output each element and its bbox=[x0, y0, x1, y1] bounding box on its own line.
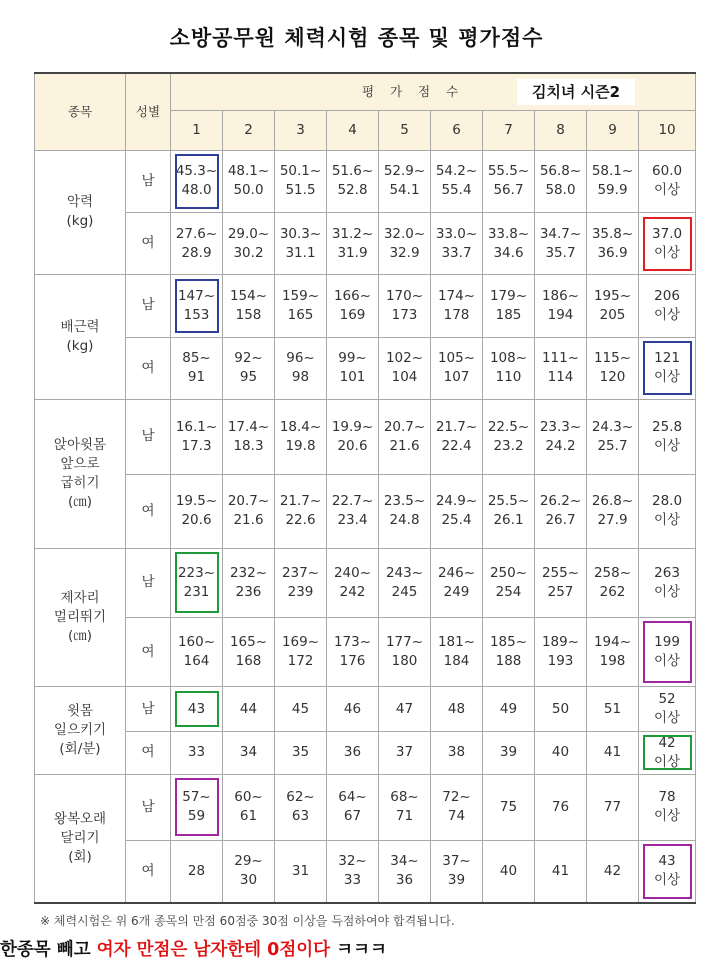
event-name: 윗몸 일으키기 (회/분) bbox=[35, 687, 126, 774]
score-cell: 115~ 120 bbox=[587, 337, 639, 399]
score-cell: 75 bbox=[483, 774, 535, 840]
score-cell: 24.3~ 25.7 bbox=[587, 399, 639, 474]
score-cell: 58.1~ 59.9 bbox=[587, 150, 639, 213]
score-cell: 23.3~ 24.2 bbox=[535, 399, 587, 474]
score-cell: 27.6~ 28.9 bbox=[171, 213, 223, 275]
score-column-header: 9 bbox=[587, 110, 639, 150]
score-cell: 47 bbox=[379, 687, 431, 731]
event-name: 악력 (kg) bbox=[35, 150, 126, 274]
gender-cell: 여 bbox=[126, 213, 171, 275]
gender-cell: 여 bbox=[126, 337, 171, 399]
score-cell: 34 bbox=[223, 731, 275, 774]
score-cell: 96~ 98 bbox=[275, 337, 327, 399]
score-cell: 85~ 91 bbox=[171, 337, 223, 399]
score-cell: 165~ 168 bbox=[223, 617, 275, 687]
event-name: 제자리 멀리뛰기 (㎝) bbox=[35, 548, 126, 687]
gender-cell: 여 bbox=[126, 731, 171, 774]
score-cell: 19.9~ 20.6 bbox=[327, 399, 379, 474]
score-cell: 111~ 114 bbox=[535, 337, 587, 399]
score-cell: 56.8~ 58.0 bbox=[535, 150, 587, 213]
score-cell: 48 bbox=[431, 687, 483, 731]
score-cell: 40 bbox=[483, 840, 535, 903]
score-cell: 194~ 198 bbox=[587, 617, 639, 687]
score-cell: 34.7~ 35.7 bbox=[535, 213, 587, 275]
score-cell: 41 bbox=[587, 731, 639, 774]
table-row bbox=[35, 774, 696, 840]
score-cell: 40 bbox=[535, 731, 587, 774]
score-cell: 189~ 193 bbox=[535, 617, 587, 687]
score-cell: 24.9~ 25.4 bbox=[431, 474, 483, 548]
score-cell: 206 이상 bbox=[639, 275, 696, 338]
event-name: 배근력 (kg) bbox=[35, 275, 126, 399]
score-cell: 32~ 33 bbox=[327, 840, 379, 903]
score-cell: 62~ 63 bbox=[275, 774, 327, 840]
score-cell: 174~ 178 bbox=[431, 275, 483, 338]
gender-header: 성별 bbox=[126, 73, 171, 150]
score-cell: 55.5~ 56.7 bbox=[483, 150, 535, 213]
score-cell: 54.2~ 55.4 bbox=[431, 150, 483, 213]
score-cell: 17.4~ 18.3 bbox=[223, 399, 275, 474]
score-cell: 25.8 이상 bbox=[639, 399, 696, 474]
score-cell: 31.2~ 31.9 bbox=[327, 213, 379, 275]
score-cell: 37 bbox=[379, 731, 431, 774]
score-cell: 49 bbox=[483, 687, 535, 731]
score-column-header: 5 bbox=[379, 110, 431, 150]
score-cell: 39 bbox=[483, 731, 535, 774]
score-cell: 43 bbox=[171, 687, 223, 731]
score-cell: 50 bbox=[535, 687, 587, 731]
table-row bbox=[35, 474, 696, 548]
score-cell: 52 이상 bbox=[639, 687, 696, 731]
gender-cell: 남 bbox=[126, 774, 171, 840]
score-column-header: 3 bbox=[275, 110, 327, 150]
score-cell: 45 bbox=[275, 687, 327, 731]
score-cell: 185~ 188 bbox=[483, 617, 535, 687]
score-cell: 28.0 이상 bbox=[639, 474, 696, 548]
score-cell: 77 bbox=[587, 774, 639, 840]
score-cell: 250~ 254 bbox=[483, 548, 535, 617]
score-cell: 121 이상 bbox=[639, 337, 696, 399]
event-header: 종목 bbox=[35, 73, 126, 150]
score-cell: 21.7~ 22.6 bbox=[275, 474, 327, 548]
score-cell: 42 bbox=[587, 840, 639, 903]
score-cell: 76 bbox=[535, 774, 587, 840]
page-title: 소방공무원 체력시험 종목 및 평가점수 bbox=[169, 25, 544, 50]
score-column-header: 7 bbox=[483, 110, 535, 150]
table-row bbox=[35, 617, 696, 687]
score-cell: 102~ 104 bbox=[379, 337, 431, 399]
score-cell: 68~ 71 bbox=[379, 774, 431, 840]
score-cell: 35.8~ 36.9 bbox=[587, 213, 639, 275]
score-cell: 105~ 107 bbox=[431, 337, 483, 399]
score-cell: 243~ 245 bbox=[379, 548, 431, 617]
score-cell: 195~ 205 bbox=[587, 275, 639, 338]
score-cell: 51 bbox=[587, 687, 639, 731]
score-cell: 33.0~ 33.7 bbox=[431, 213, 483, 275]
score-cell: 177~ 180 bbox=[379, 617, 431, 687]
score-cell: 78 이상 bbox=[639, 774, 696, 840]
score-cell: 170~ 173 bbox=[379, 275, 431, 338]
score-cell: 60.0 이상 bbox=[639, 150, 696, 213]
score-cell: 16.1~ 17.3 bbox=[171, 399, 223, 474]
table-row bbox=[35, 213, 696, 275]
score-column-header: 8 bbox=[535, 110, 587, 150]
score-cell: 237~ 239 bbox=[275, 548, 327, 617]
caption-highlight: 여자 만점은 남자한테 0점이다 bbox=[96, 940, 331, 960]
score-cell: 44 bbox=[223, 687, 275, 731]
score-column-header: 2 bbox=[223, 110, 275, 150]
event-name: 왕복오래 달리기 (회) bbox=[35, 774, 126, 903]
caption-part1: 한종목 빼고 bbox=[0, 940, 97, 960]
score-cell: 29.0~ 30.2 bbox=[223, 213, 275, 275]
score-cell: 29~ 30 bbox=[223, 840, 275, 903]
score-cell: 22.7~ 23.4 bbox=[327, 474, 379, 548]
table-row bbox=[35, 548, 696, 617]
score-cell: 50.1~ 51.5 bbox=[275, 150, 327, 213]
score-cell: 57~ 59 bbox=[171, 774, 223, 840]
score-cell: 21.7~ 22.4 bbox=[431, 399, 483, 474]
score-cell: 173~ 176 bbox=[327, 617, 379, 687]
gender-cell: 여 bbox=[126, 617, 171, 687]
score-cell: 232~ 236 bbox=[223, 548, 275, 617]
gender-cell: 여 bbox=[126, 474, 171, 548]
score-cell: 92~ 95 bbox=[223, 337, 275, 399]
score-cell: 263 이상 bbox=[639, 548, 696, 617]
table-row bbox=[35, 275, 696, 338]
score-cell: 19.5~ 20.6 bbox=[171, 474, 223, 548]
table-row bbox=[35, 731, 696, 774]
gender-cell: 남 bbox=[126, 687, 171, 731]
score-cell: 72~ 74 bbox=[431, 774, 483, 840]
table-row bbox=[35, 687, 696, 731]
score-cell: 181~ 184 bbox=[431, 617, 483, 687]
score-cell: 255~ 257 bbox=[535, 548, 587, 617]
score-cell: 147~ 153 bbox=[171, 275, 223, 338]
score-cell: 22.5~ 23.2 bbox=[483, 399, 535, 474]
score-cell: 240~ 242 bbox=[327, 548, 379, 617]
table-row bbox=[35, 150, 696, 213]
score-cell: 37.0 이상 bbox=[639, 213, 696, 275]
score-cell: 25.5~ 26.1 bbox=[483, 474, 535, 548]
points-header: 평 가 점 수 bbox=[171, 73, 696, 110]
overlay-label: 김치녀 시즌2 bbox=[517, 79, 635, 105]
score-cell: 179~ 185 bbox=[483, 275, 535, 338]
score-cell: 33 bbox=[171, 731, 223, 774]
score-column-header: 10 bbox=[639, 110, 696, 150]
score-cell: 223~ 231 bbox=[171, 548, 223, 617]
score-table bbox=[34, 72, 696, 904]
score-cell: 154~ 158 bbox=[223, 275, 275, 338]
score-column-header: 1 bbox=[171, 110, 223, 150]
score-cell: 60~ 61 bbox=[223, 774, 275, 840]
score-cell: 108~ 110 bbox=[483, 337, 535, 399]
gender-cell: 남 bbox=[126, 548, 171, 617]
score-cell: 186~ 194 bbox=[535, 275, 587, 338]
event-name: 앉아윗몸 앞으로 굽히기 (㎝) bbox=[35, 399, 126, 548]
score-cell: 169~ 172 bbox=[275, 617, 327, 687]
score-cell: 38 bbox=[431, 731, 483, 774]
score-cell: 26.8~ 27.9 bbox=[587, 474, 639, 548]
score-cell: 20.7~ 21.6 bbox=[223, 474, 275, 548]
score-cell: 41 bbox=[535, 840, 587, 903]
score-cell: 33.8~ 34.6 bbox=[483, 213, 535, 275]
score-cell: 18.4~ 19.8 bbox=[275, 399, 327, 474]
score-cell: 23.5~ 24.8 bbox=[379, 474, 431, 548]
caption bbox=[0, 936, 387, 961]
gender-cell: 남 bbox=[126, 275, 171, 338]
score-cell: 46 bbox=[327, 687, 379, 731]
score-cell: 42 이상 bbox=[639, 731, 696, 774]
score-cell: 36 bbox=[327, 731, 379, 774]
score-cell: 26.2~ 26.7 bbox=[535, 474, 587, 548]
score-column-header: 4 bbox=[327, 110, 379, 150]
score-cell: 30.3~ 31.1 bbox=[275, 213, 327, 275]
table-row bbox=[35, 399, 696, 474]
score-cell: 45.3~ 48.0 bbox=[171, 150, 223, 213]
gender-cell: 여 bbox=[126, 840, 171, 903]
score-cell: 51.6~ 52.8 bbox=[327, 150, 379, 213]
score-cell: 31 bbox=[275, 840, 327, 903]
score-cell: 199 이상 bbox=[639, 617, 696, 687]
score-cell: 166~ 169 bbox=[327, 275, 379, 338]
score-cell: 34~ 36 bbox=[379, 840, 431, 903]
score-column-header: 6 bbox=[431, 110, 483, 150]
score-cell: 35 bbox=[275, 731, 327, 774]
table-row bbox=[35, 337, 696, 399]
score-cell: 52.9~ 54.1 bbox=[379, 150, 431, 213]
gender-cell: 남 bbox=[126, 399, 171, 474]
score-cell: 64~ 67 bbox=[327, 774, 379, 840]
score-cell: 48.1~ 50.0 bbox=[223, 150, 275, 213]
score-cell: 258~ 262 bbox=[587, 548, 639, 617]
score-cell: 32.0~ 32.9 bbox=[379, 213, 431, 275]
score-cell: 37~ 39 bbox=[431, 840, 483, 903]
table-row bbox=[35, 840, 696, 903]
footnote: ※ 체력시험은 위 6개 종목의 만점 60점중 30점 이상을 득점하여야 합격됩니다. bbox=[40, 914, 455, 928]
score-cell: 43 이상 bbox=[639, 840, 696, 903]
gender-cell: 남 bbox=[126, 150, 171, 213]
caption-part3: ㅋㅋㅋ bbox=[330, 940, 387, 960]
score-cell: 246~ 249 bbox=[431, 548, 483, 617]
score-cell: 20.7~ 21.6 bbox=[379, 399, 431, 474]
score-cell: 160~ 164 bbox=[171, 617, 223, 687]
score-cell: 99~ 101 bbox=[327, 337, 379, 399]
score-cell: 28 bbox=[171, 840, 223, 903]
score-cell: 159~ 165 bbox=[275, 275, 327, 338]
